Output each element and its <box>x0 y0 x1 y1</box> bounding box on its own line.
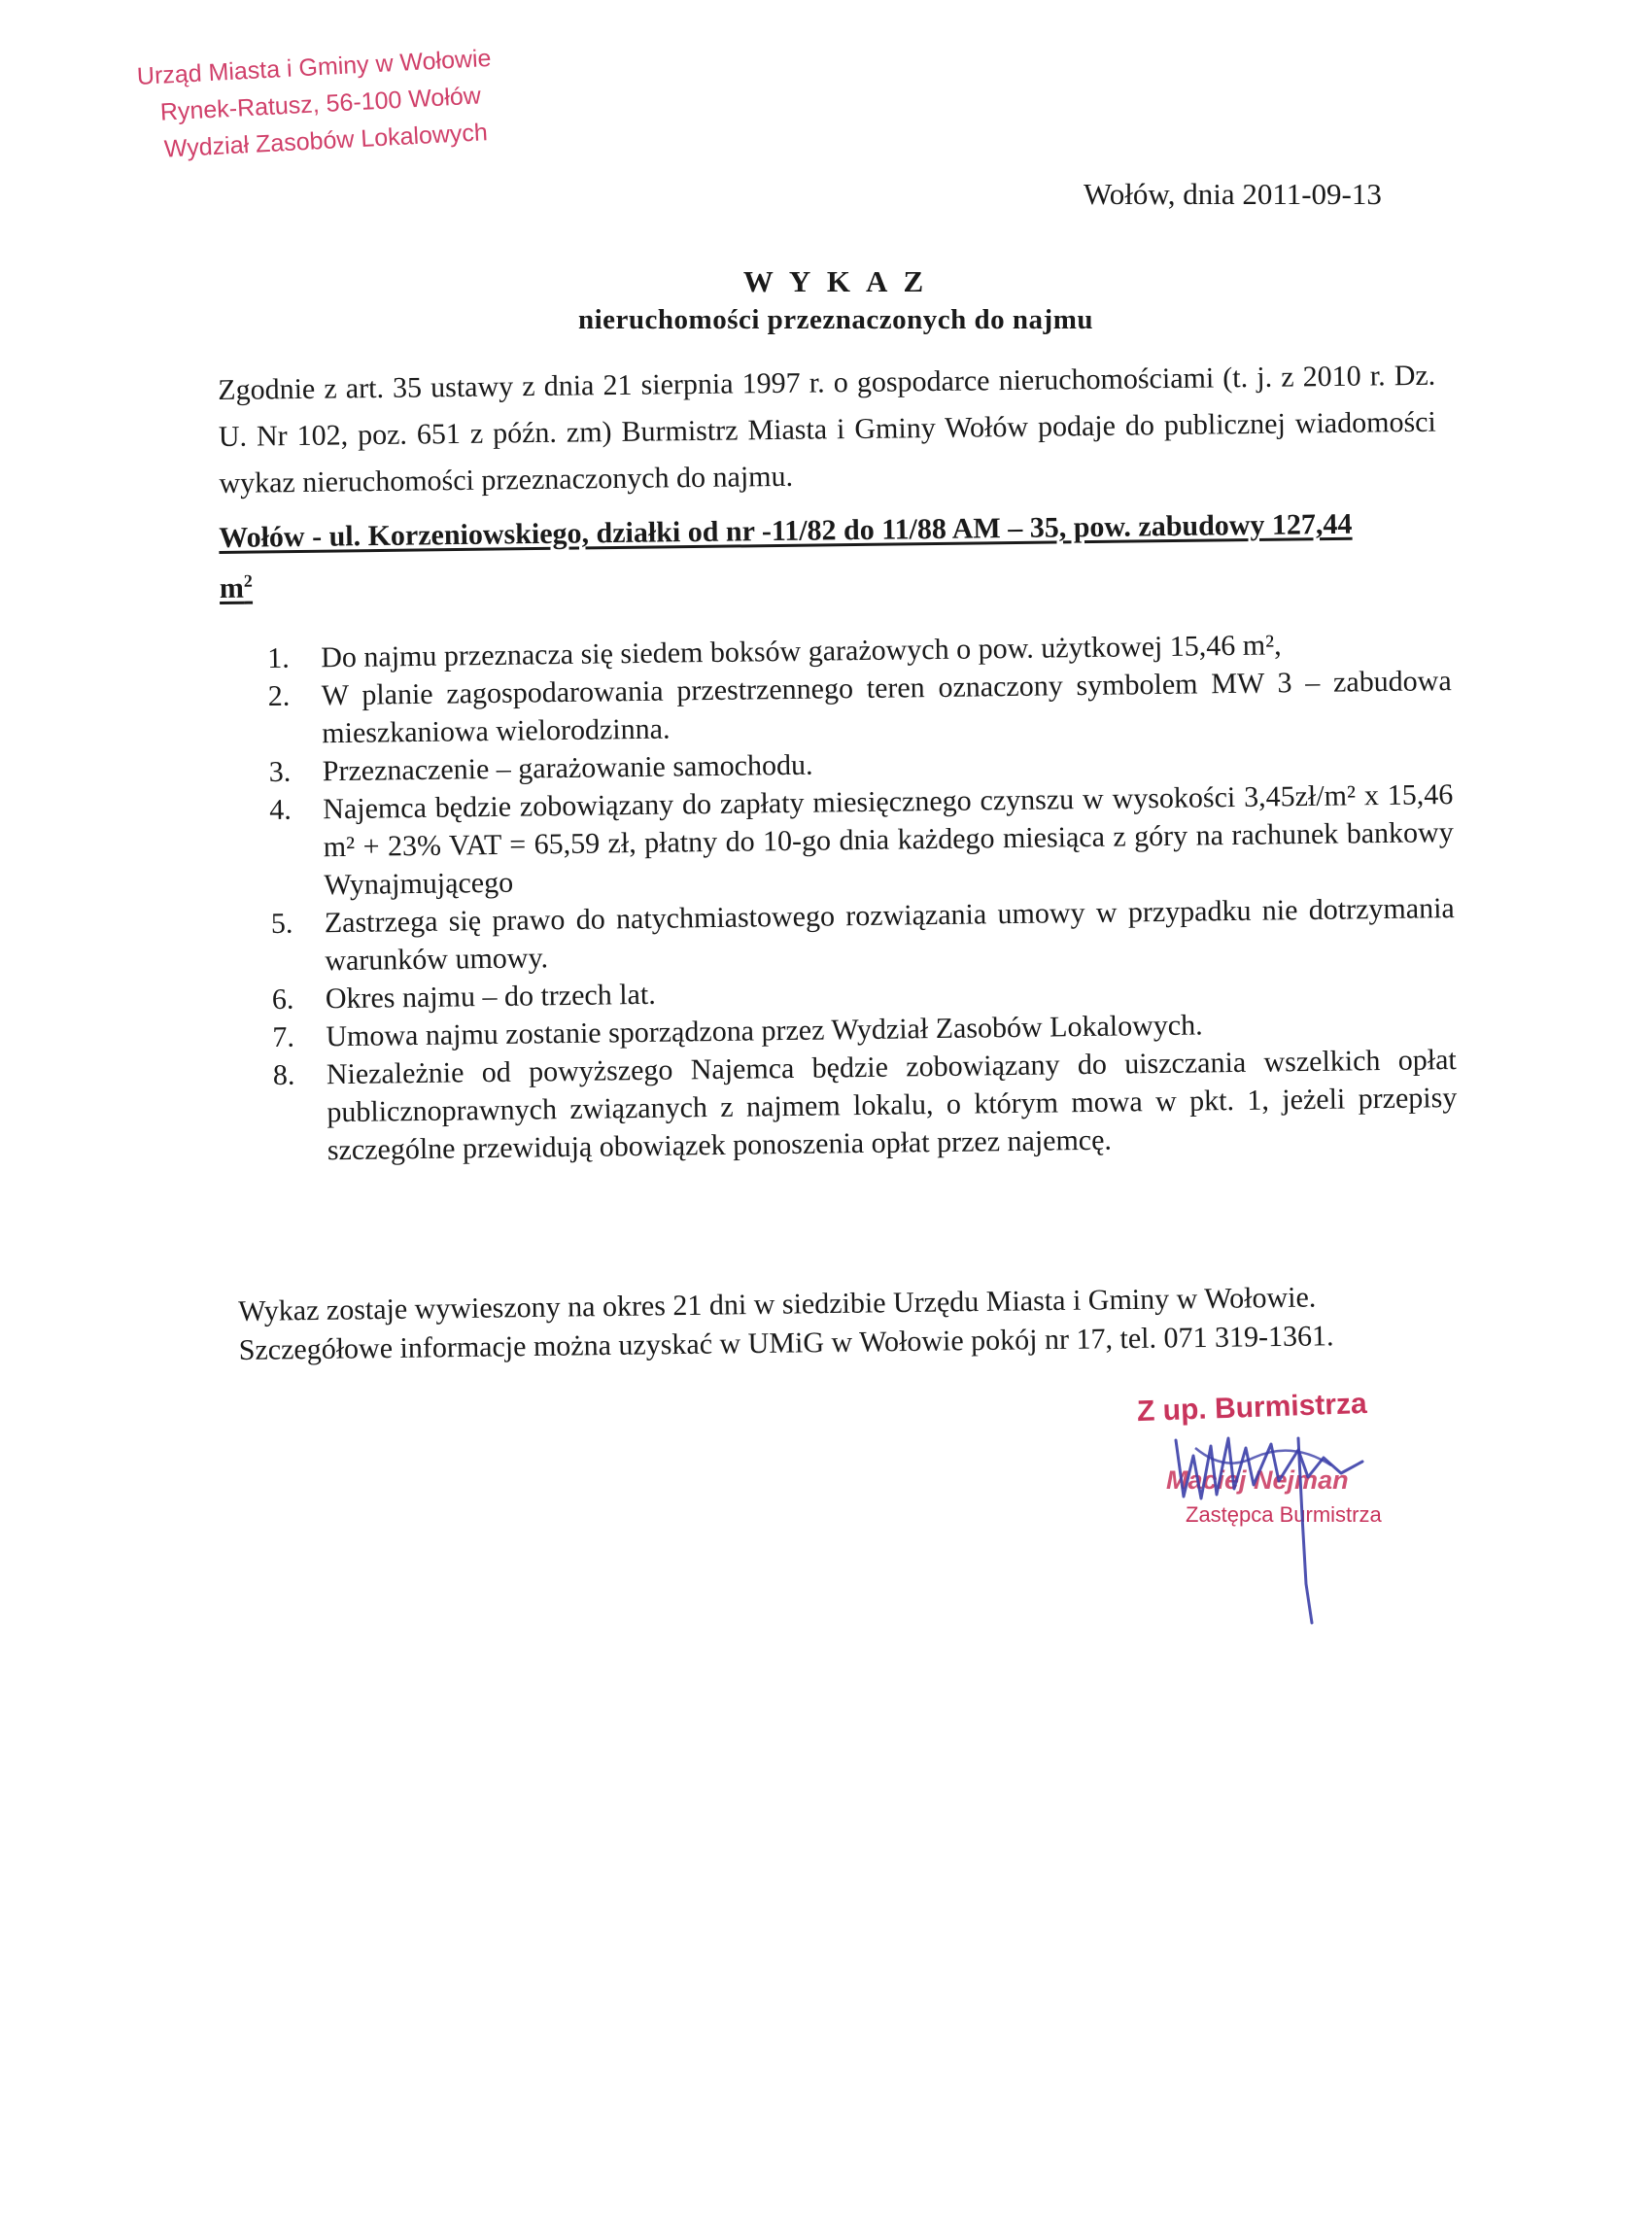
list-item-number: 1. <box>267 641 290 674</box>
signature-stamp-role: Zastępca Burmistrza <box>1186 1502 1382 1527</box>
list-item <box>269 775 1454 905</box>
handwritten-signature <box>1108 1380 1458 1671</box>
document-title: W Y K A Z <box>742 264 929 298</box>
list-item-text: Przeznaczenie – garażowanie samochodu. <box>322 748 813 788</box>
document-date: Wołów, dnia 2011-09-13 <box>1084 177 1382 211</box>
list-item-text: Najemca będzie zobowiązany do zapłaty miesięcznego czynszu w wysokości 3,45zł/m² x 15,46 m² + 23% VAT = 65,59 zł, płatny do 10-go dnia każdego miesiąca z góry na rachunek bankowy Wynajmującego <box>323 778 1454 902</box>
list-item-text: W planie zagospodarowania przestrzennego teren oznaczony symbolem MW 3 – zabudowa mieszkaniowa wielorodzinna. <box>321 665 1452 750</box>
stamp-address: Rynek-Ratusz, 56-100 Wołów <box>159 82 482 126</box>
list-item-text: Zastrzega się prawo do natychmiastowego rozwiązania umowy w przypadku nie dotrzymania warunków umowy. <box>324 892 1455 978</box>
list-item-text: Do najmu przeznacza się siedem boksów garażowych o pow. użytkowej 15,46 m², <box>321 629 1282 674</box>
list-item-text: Umowa najmu zostanie sporządzona przez Wydział Zasobów Lokalowych. <box>326 1009 1203 1053</box>
list-item-number: 6. <box>271 982 294 1016</box>
signature-stamp-authority: Z up. Burmistrza <box>1136 1387 1368 1429</box>
list-item-text: Okres najmu – do trzech lat. <box>325 978 656 1016</box>
signature-block <box>1108 1380 1458 1671</box>
list-item-number: 4. <box>269 793 293 826</box>
stamp-office-name: Urząd Miasta i Gminy w Wołowie <box>136 44 493 90</box>
document-subtitle: nieruchomości przeznaczonych do najmu <box>578 304 1093 335</box>
list-item <box>273 1041 1458 1170</box>
list-item-number: 2. <box>267 679 291 712</box>
location-text: Wołów - ul. Korzeniowskiego, działki od nr -11/82 do 11/88 AM – 35, pow. zabudowy 127,44 m <box>219 507 1353 604</box>
signature-stamp-name: Maciej Nejman <box>1166 1465 1349 1495</box>
footer-notice <box>238 1276 1468 1370</box>
stamp-department: Wydział Zasobów Lokalowych <box>163 119 489 163</box>
list-item-number: 7. <box>272 1020 295 1053</box>
list-item-text: Niezależnie od powyższego Najemca będzie zobowiązany do uiszczania wszelkich opłat publicznoprawnych związanych z najmem lokalu, o którym mowa w pkt. 1, jeżeli przepisy szczególne przewidują obowiązek ponoszenia opłat przez najemcę. <box>326 1044 1458 1167</box>
list-item-number: 3. <box>268 755 292 788</box>
list-item-number: 5. <box>270 907 293 940</box>
footer-line-contact: Szczegółowe informacje można uzyskać w UMiG w Wołowie pokój nr 17, tel. 071 319-1361. <box>238 1320 1334 1366</box>
property-location-heading <box>219 502 1391 610</box>
footer-line-posting: Wykaz zostaje wywieszony na okres 21 dni w siedzibie Urzędu Miasta i Gminy w Wołowie. <box>238 1281 1317 1327</box>
location-superscript: 2 <box>243 570 253 591</box>
office-stamp-header <box>136 40 496 169</box>
list-item-number: 8. <box>272 1058 295 1091</box>
conditions-list <box>267 624 1458 1170</box>
intro-paragraph: Zgodnie z art. 35 ustawy z dnia 21 sierpnia 1997 r. o gospodarce nieruchomościami (t. j. z 2010 r. Dz. U. Nr 102, poz. 651 z późn. zm) Burmistrz Miasta i Gminy Wołów podaje do publicznej wiadomości wykaz nieruchomości przeznaczonych do najmu. <box>218 359 1436 499</box>
